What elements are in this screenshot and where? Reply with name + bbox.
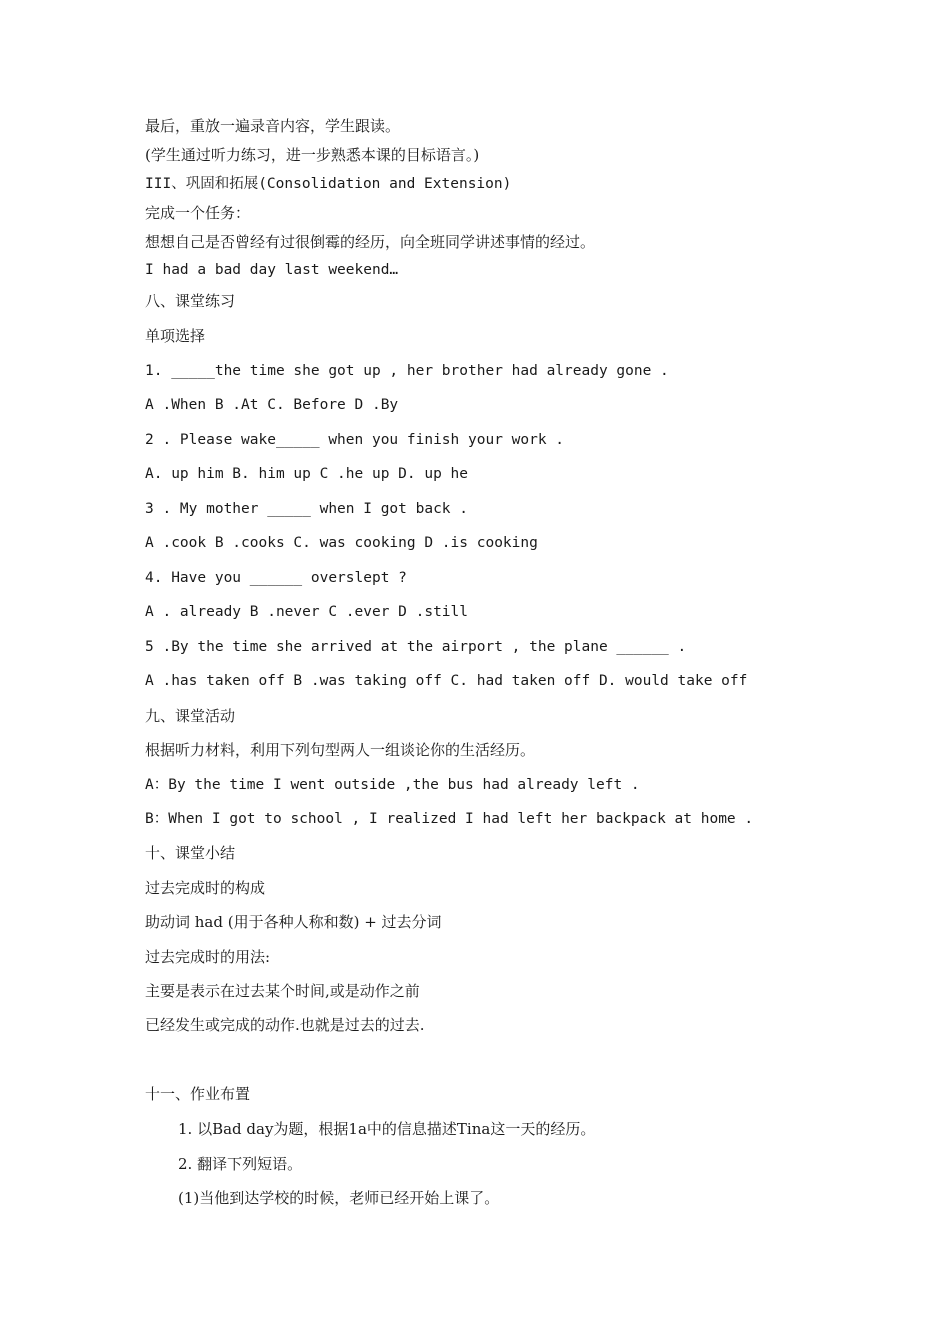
answer-options: A .When B .At C. Before D .By bbox=[145, 397, 399, 413]
homework-item: 2. 翻译下列短语。 bbox=[178, 1155, 303, 1173]
answer-options: A .has taken off B .was taking off C. had taken off D. would take off bbox=[145, 673, 748, 689]
dialogue-line: B：When I got to school , I realized I had left her backpack at home . bbox=[145, 811, 754, 827]
answer-options: A .cook B .cooks C. was cooking D .is cooking bbox=[145, 535, 538, 551]
text-line: (学生通过听力练习，进一步熟悉本课的目标语言。) bbox=[145, 146, 480, 164]
section-heading: III、巩固和拓展(Consolidation and Extension) bbox=[145, 176, 512, 192]
section-heading: 九、课堂活动 bbox=[145, 707, 236, 725]
section-heading: 十、课堂小结 bbox=[145, 844, 236, 862]
text-line: 最后，重放一遍录音内容，学生跟读。 bbox=[145, 117, 401, 135]
question: 4. Have you ______ overslept ? bbox=[145, 570, 407, 586]
text-line: 过去完成时的构成 bbox=[145, 879, 266, 897]
dialogue-line: A：By the time I went outside ,the bus had already left . bbox=[145, 777, 640, 793]
text-line: 完成一个任务： bbox=[145, 204, 251, 222]
text-line: 单项选择 bbox=[145, 327, 206, 345]
homework-item: (1)当他到达学校的时候，老师已经开始上课了。 bbox=[178, 1189, 500, 1207]
text-line: 想想自己是否曾经有过很倒霉的经历，向全班同学讲述事情的经过。 bbox=[145, 233, 596, 251]
text-line: I had a bad day last weekend… bbox=[145, 262, 399, 278]
section-heading: 十一、作业布置 bbox=[145, 1085, 251, 1103]
question: 5 .By the time she arrived at the airport , the plane ______ . bbox=[145, 639, 687, 655]
homework-item: 1. 以Bad day为题，根据1a中的信息描述Tina这一天的经历。 bbox=[178, 1120, 596, 1138]
text-line: 助动词 had (用于各种人称和数) + 过去分词 bbox=[145, 913, 442, 931]
text-line: 已经发生或完成的动作.也就是过去的过去. bbox=[145, 1016, 425, 1034]
answer-options: A . already B .never C .ever D .still bbox=[145, 604, 469, 620]
text-line: 根据听力材料，利用下列句型两人一组谈论你的生活经历。 bbox=[145, 741, 536, 759]
text-line: 主要是表示在过去某个时间,或是动作之前 bbox=[145, 982, 420, 1000]
question: 3 . My mother _____ when I got back . bbox=[145, 501, 469, 517]
section-heading: 八、课堂练习 bbox=[145, 292, 236, 310]
text-line: 过去完成时的用法: bbox=[145, 948, 271, 966]
answer-options: A. up him B. him up C .he up D. up he bbox=[145, 466, 469, 482]
question: 1. _____the time she got up , her brother had already gone . bbox=[145, 363, 669, 379]
question: 2 . Please wake_____ when you finish your work . bbox=[145, 432, 565, 448]
